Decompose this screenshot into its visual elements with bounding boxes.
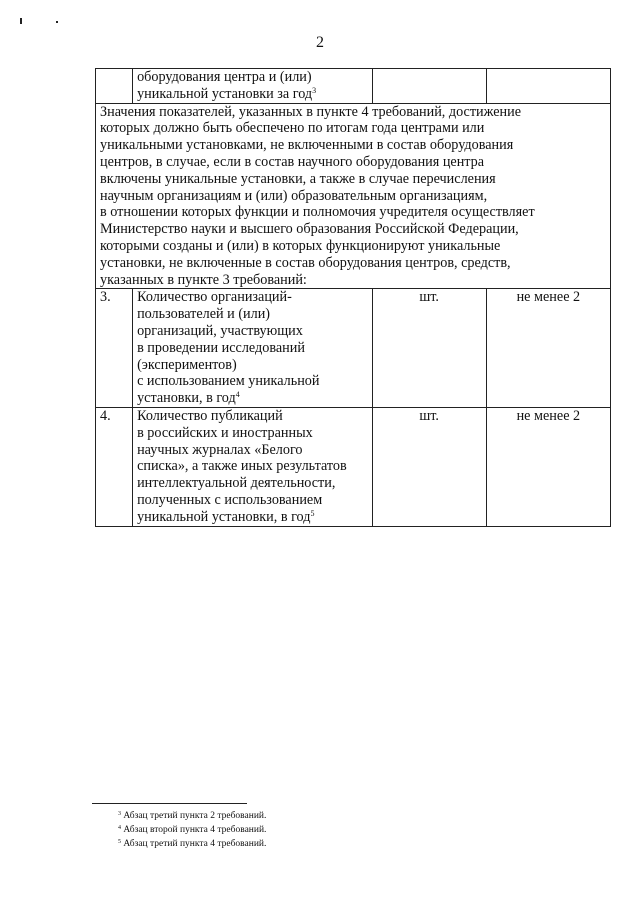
row-unit — [372, 69, 486, 104]
footnote-ref: 4 — [235, 390, 240, 400]
footnote-mark: 3 — [118, 811, 121, 817]
footnote-item — [118, 809, 266, 823]
scan-mark-left — [20, 18, 22, 24]
footnote-text: Абзац третий пункта 4 требований. — [123, 839, 267, 849]
footnote-mark: 5 — [118, 839, 121, 845]
row-value — [486, 69, 610, 104]
row-unit: шт. — [372, 407, 486, 526]
requirements-table — [95, 68, 611, 527]
footnotes — [118, 809, 266, 851]
footnote-text: Абзац второй пункта 4 требований. — [123, 825, 267, 835]
table-row-section-text — [96, 103, 611, 289]
table-row-continuation — [96, 69, 611, 104]
table-row — [96, 407, 611, 526]
table-row — [96, 289, 611, 408]
footnote-text: Абзац третий пункта 2 требований. — [123, 811, 267, 821]
row-number — [96, 69, 133, 104]
row-indicator-name: Количество публикаций в российских и иностранных научных журналах «Белого списка», а также иных результатов интеллектуальной деятельности, полученных с использованием уникальной установки, в год$^5$ — [133, 407, 372, 526]
footnote-mark: 4 — [118, 825, 121, 831]
footnote-item — [118, 823, 266, 837]
row-value: не менее 2 — [486, 407, 610, 526]
footnote-ref: 5 — [310, 508, 315, 518]
row-number: 3. — [96, 289, 133, 408]
section-text: Значения показателей, указанных в пункте 4 требований, достижение которых должно быть обеспечено по итогам года центрами или уникальными установками, не включенными в состав оборудования центров, в случае, если в состав научного оборудования центра включены уникальные установки, а также в случае перечисления научным организациям и (или) образовательным организациям, в отношении которых функции и полномочия учредителя осуществляет Министерство науки и высшего образования Российской Федерации, которыми созданы и (или) в которых функционируют уникальные установки, не включенные в состав оборудования центров, средств, указанных в пункте 3 требований: — [96, 103, 611, 289]
scan-mark-dot — [56, 21, 58, 23]
row-indicator-name: оборудования центра и (или) уникальной установки за год$^3$ — [133, 69, 372, 104]
row-number: 4. — [96, 407, 133, 526]
row-indicator-name: Количество организаций- пользователей и (или) организаций, участвующих в проведении исследований (экспериментов) с использованием уникальной установки, в год$^4$ — [133, 289, 372, 408]
row-unit: шт. — [372, 289, 486, 408]
row-value: не менее 2 — [486, 289, 610, 408]
footnote-item — [118, 837, 266, 851]
footnote-ref: 3 — [312, 85, 317, 95]
page-number: 2 — [316, 34, 324, 51]
footnote-divider — [92, 803, 247, 804]
